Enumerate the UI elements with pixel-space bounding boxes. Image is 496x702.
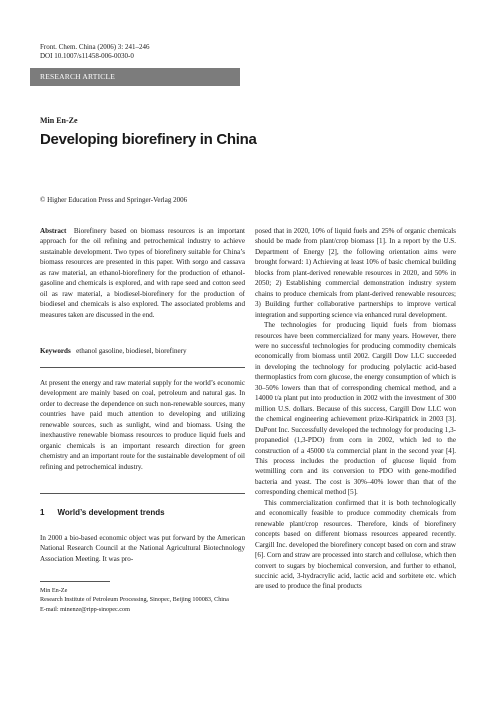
author-footnote	[40, 586, 250, 614]
section-title: World’s development trends	[57, 508, 165, 517]
keywords-block	[40, 346, 245, 356]
footnote-author: Min En-Ze	[40, 587, 68, 594]
abstract-text: Biorefinery based on biomass resources is an important approach for the oil refining and petrochemical industry to achieve sustainable development. Two types of biorefinery suitable for China’s biomass resources are presented in this paper. With sorgo and cassava as raw material, an ethanol-biorefinery for the production of ethanol-gasoline and chemicals is explored, and with rape seed and cotton seed oil as raw material, a biodiesel-biorefinery for the production of biodiesel and chemicals is also explored. The associated problems and measures taken are discussed in the end.	[40, 227, 245, 319]
journal-citation: Front. Chem. China (2006) 3: 241–246	[40, 43, 150, 51]
copyright-notice: © Higher Education Press and Springer-Verlag 2006	[40, 196, 188, 204]
abstract-label: Abstract	[40, 227, 67, 235]
right-paragraph-1: posed that in 2020, 10% of liquid fuels and 25% of organic chemicals should be made from plant/crop biomass [1]. In a report by the U.S. Department of Energy [2], the following orientation aims were brought forward: 1) Achieving at least 10% of basic chemical building blocks from plant-derived renewable resources in 2020, and 50% in 2050; 2) Establishing commercial demonstration industry system chains to produce chemicals from plant-derived renewable resources; 3) Building further collaborative partnerships to improve vertical integration and supporting science via enhanced rural development.	[255, 227, 456, 319]
keywords-label: Keywords	[40, 347, 71, 355]
journal-header	[40, 43, 149, 61]
introduction-paragraph	[40, 378, 245, 472]
keywords-text: ethanol gasoline, biodiesel, biorefinery	[76, 347, 187, 355]
section1-text: In 2000 a bio-based economic object was put forward by the American National Research Council at the National Agricultural Biotechnology Association Meeting. It was pro-	[40, 534, 245, 563]
journal-doi: DOI 10.1007/s11458-006-0030-0	[40, 52, 134, 60]
section1-paragraph	[40, 533, 245, 564]
right-column	[255, 226, 456, 592]
section-number: 1	[40, 508, 45, 517]
section-divider	[40, 493, 245, 494]
right-paragraph-3: This commercialization confirmed that it is both technologically and economically feasible to produce commodity chemicals from renewable plant/crop resources. Therefore, kinds of biorefinery concepts based on different biomass resources appeared recently. Cargill Inc. developed the biorefinery concept based on corn and straw [6]. Corn and straw are processed into starch and cellulose, which then convert to sugars by biochemical conversion, and further to ethanol, succinic acid, 3-hydracrylic acid, lactic acid and sorbitete etc. which are used to produce the final products	[255, 498, 456, 591]
author-name: Min En-Ze	[40, 116, 78, 125]
footnote-divider	[40, 581, 110, 582]
footnote-affiliation: Research Institute of Petroleum Processing, Sinopec, Beijing 100083, China	[40, 596, 229, 604]
footnote-email[interactable]: E-mail: minenze@ripp-sinopec.com	[40, 605, 130, 613]
keywords-divider	[40, 367, 245, 368]
right-paragraph-2: The technologies for producing liquid fuels from biomass resources have been commercialized for many years. However, there were no successful technologies for producing commodity chemicals economically from biomass until 2002. Cargill Dow LLC succeeded in developing the technology for producing polylactic acid-based thermoplastics from corn glucose, the energy consumption of which is 30–50% lowers than that of corresponding chemical method, and a 14000 t/a plant put into production in 2002 with the investment of 300 million U.S. dollars. Because of this success, Cargill Dow LLC won the chemical engineering achievement prize-Kirkpatrick in 2003 [3]. DuPont Inc. Successfully developed the technology for producing 1,3-propanediol (1,3-PDO) from corn in 2002, which led to the construction of a 45000 t/a commercial plant in the second year [4]. This process includes the production of glucose liquid from wetmilling corn and its conversion to PDO with gene-modified bacteria and yeast. The cost is 30%–40% lower than that of the corresponding chemical method [5].	[255, 321, 456, 497]
article-title: Developing biorefinery in China	[40, 131, 257, 148]
section-heading	[40, 508, 165, 517]
article-type-banner: RESEARCH ARTICLE	[30, 68, 240, 86]
abstract-block	[40, 226, 245, 320]
intro-text: At present the energy and raw material supply for the world’s economic development are mainly based on coal, petroleum and natural gas. In order to decrease the dependence on such non-renewable sources, many countries have paid much attention to developing and utilizing renewable sources, such as sunlight, wind and biomass. Using the inexhaustive renewable biomass resources to produce liquid fuels and organic chemicals is an important research direction for green chemistry and an important route for the sustainable development of oil refining and petrochemical industry.	[40, 379, 245, 471]
